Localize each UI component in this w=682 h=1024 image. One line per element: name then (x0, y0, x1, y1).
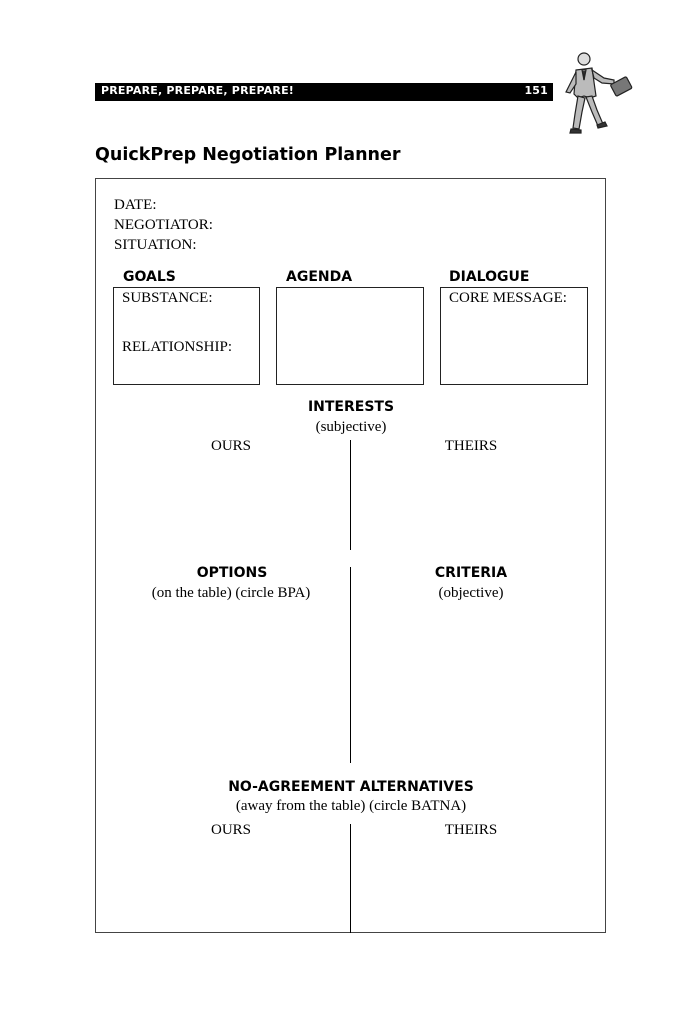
agenda-heading: AGENDA (286, 269, 353, 285)
options-subtitle: (on the table) (circle BPA) (151, 585, 311, 601)
interests-subtitle: (subjective) (315, 419, 387, 435)
dialogue-box (440, 287, 588, 385)
running-header (95, 83, 553, 101)
relationship-label: RELATIONSHIP: (122, 339, 233, 355)
options-heading: OPTIONS (196, 565, 268, 581)
alternatives-heading: NO-AGREEMENT ALTERNATIVES (228, 779, 474, 795)
agenda-box (276, 287, 424, 385)
criteria-subtitle: (objective) (438, 585, 504, 601)
goals-box (113, 287, 260, 385)
alternatives-divider (350, 824, 351, 933)
interests-ours-label: OURS (210, 438, 251, 454)
criteria-heading: CRITERIA (434, 565, 508, 581)
alternatives-theirs-label: THEIRS (444, 822, 498, 838)
substance-label: SUBSTANCE: (122, 290, 213, 306)
core-message-label: CORE MESSAGE: (449, 290, 567, 306)
page-number: 151 (524, 84, 548, 97)
section-title: PREPARE, PREPARE, PREPARE! (101, 84, 295, 97)
situation-label: SITUATION: (114, 237, 197, 253)
date-label: DATE: (114, 197, 157, 213)
interests-theirs-label: THEIRS (444, 438, 498, 454)
goals-heading: GOALS (123, 269, 176, 285)
interests-heading: INTERESTS (307, 399, 395, 415)
planner-title: QuickPrep Negotiation Planner (95, 145, 401, 165)
alternatives-subtitle: (away from the table) (circle BATNA) (235, 798, 467, 814)
businessman-with-briefcase-icon (562, 50, 636, 134)
options-criteria-divider (350, 567, 351, 763)
interests-divider (350, 440, 351, 550)
dialogue-heading: DIALOGUE (449, 269, 530, 285)
negotiator-label: NEGOTIATOR: (114, 217, 213, 233)
alternatives-ours-label: OURS (210, 822, 251, 838)
